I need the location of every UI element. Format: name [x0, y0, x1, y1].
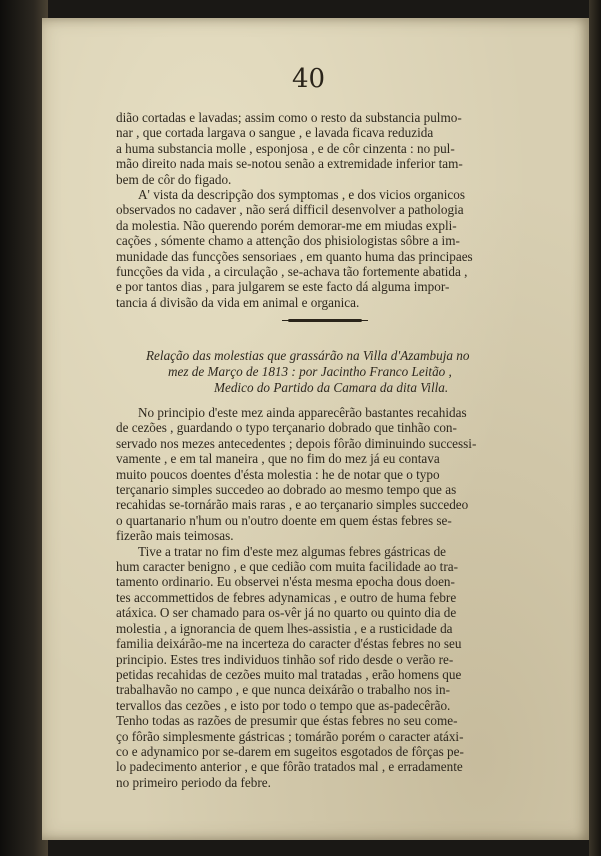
- page-number: 40: [292, 64, 326, 94]
- text-lower: [116, 405, 544, 790]
- text-line: A' vista da descripção dos symptomas , e dos vicios organicos: [138, 187, 466, 203]
- heading-line: Relação das molestias que grassárão na Villa d'Azambuja no: [146, 348, 470, 363]
- text-line: atáxica. O ser chamado para os-vêr já no quarto ou quinto dia de: [116, 605, 457, 621]
- text-line: No principio d'este mez ainda apparecêrão bastantes recahidas: [138, 405, 467, 420]
- text-line: Tive a tratar no fim d'este mez algumas febres gástricas de: [138, 543, 447, 559]
- text-line: tervallos das cezões , e isto por todo o tempo que as-padecêrão.: [116, 697, 451, 713]
- text-line: ço fôrão simplesmente gástricas ; tomárão porém o caracter atáxi-: [116, 728, 464, 744]
- text-line: de cezões , guardando o typo terçanario dobrado que tinhão con-: [116, 420, 457, 436]
- text-line: nar , que cortada largava o sangue , e lavada ficava reduzida: [116, 125, 434, 141]
- heading-line: mez de Março de 1813 : por Jacintho Franco Leitão ,: [168, 364, 452, 379]
- text-line: vamente , e em tal maneira , que no fim do mez já eu contava: [116, 451, 440, 467]
- text-line: mão direito nada mais se-notou senão a extremidade inferior tam-: [116, 156, 463, 172]
- section-divider: [288, 319, 362, 322]
- text-line: munidade das funcções sensoriaes , em quanto huma das principaes: [116, 248, 473, 264]
- text-line: e por tantos dias , para julgarem se este facto dá alguma impor-: [116, 279, 450, 295]
- text-line: dião cortadas e lavadas; assim como o resto da substancia pulmo-: [116, 110, 462, 125]
- text-line: trabalhavão no campo , e que nunca deixárão o trabalho nos in-: [116, 682, 450, 698]
- text-line: da molestia. Não querendo porém demorar-me em miudas expli-: [116, 217, 457, 233]
- text-line: molestia , a ignorancia de quem lhes-assistia , e a rusticidade da: [116, 620, 453, 636]
- text-line: familia deixárão-me na incerteza do caracter d'éstas febres no seu: [116, 636, 462, 652]
- text-line: no primeiro periodo da febre.: [116, 774, 271, 790]
- text-line: o quartanario n'hum ou n'outro doente em quem éstas febres se-: [116, 512, 452, 528]
- text-line: hum caracter benigno , e que cedião com muita facilidade ao tra-: [116, 559, 458, 575]
- text-line: principio. Estes tres individuos tinhão sof rido desde o verão re-: [116, 651, 454, 667]
- text-line: a huma substancia molle , esponjosa , e de côr cinzenta : no pul-: [116, 140, 455, 156]
- text-line: petidas recahidas de cezões muito mal tratadas , erão homens que: [116, 666, 462, 682]
- text-line: bem de côr do figado.: [116, 171, 232, 187]
- text-upper: [116, 110, 544, 310]
- text-line: terçanario simples succedeo ao dobrado ao mesmo tempo que as: [116, 482, 457, 498]
- text-line: co e adynamico por se-darem em sugeitos esgotados de fôrças pe-: [116, 743, 464, 759]
- text-line: recahidas se-tornárão mais raras , e ao terçanario simples succedeo: [116, 497, 469, 513]
- page-edge-right: [589, 0, 601, 856]
- binding-edge: [0, 0, 48, 856]
- text-line: lo padecimento anterior , e que fôrão tratados mal , e erradamente: [116, 759, 463, 775]
- text-line: cações , sómente chamo a attenção dos phisiologistas sôbre a im-: [116, 233, 460, 249]
- text-line: muito poucos doentes d'ésta molestia : he de notar que o typo: [116, 466, 440, 482]
- text-line: tancia á divisão da vida em animal e organica.: [116, 294, 360, 310]
- text-line: tamento ordinario. Eu observei n'ésta mesma epocha dous doen-: [116, 574, 455, 590]
- text-line: fizerão mais teimosas.: [116, 528, 234, 544]
- text-line: observados no cadaver , não será difficil desenvolver a pathologia: [116, 202, 464, 218]
- text-line: funcções da vida , a circulação , se-achava tão fortemente abatida ,: [116, 264, 468, 280]
- text-line: tes accommettidos de febres adynamicas , e outro de huma febre: [116, 589, 457, 605]
- heading-line: Medico do Partido da Camara da dita Villa.: [214, 380, 449, 395]
- text-line: servado nos mezes antecedentes ; depois fôrão diminuindo successi-: [116, 435, 477, 451]
- text-line: Tenho todas as razões de presumir que éstas febres no seu come-: [116, 713, 458, 729]
- section-heading: [146, 348, 536, 396]
